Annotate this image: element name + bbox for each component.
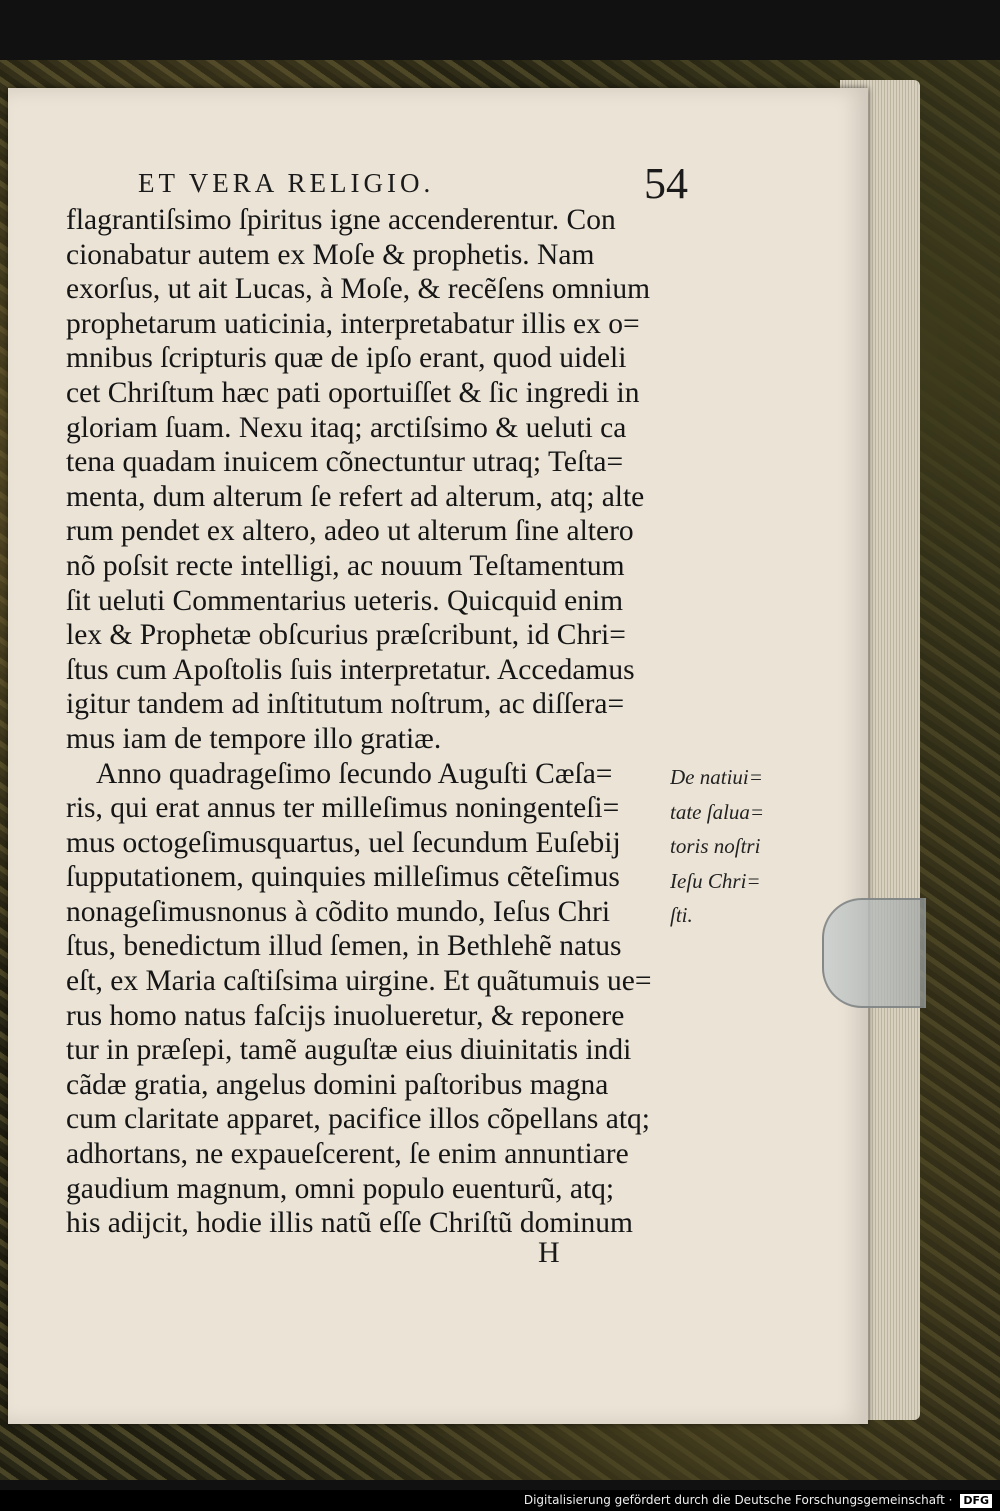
signature-mark: H — [538, 1236, 560, 1269]
text-line: mus iam de tempore illo gratiæ. — [66, 722, 442, 755]
book-page — [8, 88, 868, 1424]
dfg-logo: DFG — [960, 1494, 992, 1508]
footer-bar — [0, 1490, 1000, 1511]
text-line: nonageſimusnonus à cõdito mundo, Ieſus Chri — [66, 895, 611, 928]
margin-note — [670, 760, 780, 933]
margin-note-line: De natiui= — [670, 765, 763, 789]
text-line: igitur tandem ad inſtitutum noſtrum, ac diſſera= — [66, 688, 625, 721]
text-line: ris, qui erat annus ter milleſimus noningenteſi= — [66, 792, 620, 825]
page-clip — [822, 898, 926, 1008]
text-line: adhortans, ne expaueſcerent, ſe enim annuntiare — [66, 1138, 629, 1171]
text-line: exorſus, ut ait Lucas, à Moſe, & recẽſens omnium — [66, 273, 651, 306]
text-line: tena quadam inuicem cõnectuntur utraq; Teſta= — [66, 446, 624, 479]
text-line: gloriam ſuam. Nexu itaq; arctiſsimo & ueluti ca — [66, 411, 627, 444]
text-line: ſupputationem, quinquies milleſimus cẽteſimus — [66, 861, 620, 894]
margin-note-line: ſti. — [670, 903, 693, 928]
text-line: cionabatur autem ex Moſe & prophetis. Nam — [66, 238, 595, 271]
text-line: mus octogeſimusquartus, uel ſecundum Euſebij — [66, 826, 621, 859]
text-line: eſt, ex Maria caſtiſsima uirgine. Et quãtumuis ue= — [66, 965, 652, 998]
text-line: gaudium magnum, omni populo euenturũ, atq; — [66, 1172, 615, 1205]
text-line: menta, dum alterum ſe refert ad alterum, atq; alte — [66, 480, 645, 513]
text-line: prophetarum uaticinia, interpretabatur illis ex o= — [66, 307, 640, 340]
text-line: rum pendet ex altero, adeo ut alterum ſine altero — [66, 515, 634, 548]
text-line: flagrantiſsimo ſpiritus igne accenderentur. Con — [66, 204, 616, 236]
text-line: lex & Prophetæ obſcurius præſcribunt, id Chri= — [66, 619, 626, 652]
page-number: 54 — [644, 159, 688, 208]
margin-note-line: tate ſalua= — [670, 799, 765, 824]
footer-credit: Digitalisierung gefördert durch die Deutsche Forschungsgemeinschaft · — [523, 1493, 953, 1507]
text-line: ſit ueluti Commentarius ueteris. Quicquid enim — [66, 584, 624, 617]
running-header — [138, 159, 688, 208]
text-line: his adijcit, hodie illis natũ eſſe Chriſtũ dominum — [66, 1207, 633, 1240]
text-line: mnibus ſcripturis quæ de ipſo erant, quod uideli — [66, 342, 627, 375]
text-line: cum claritate apparet, pacifice illos cõpellans atq; — [66, 1103, 650, 1136]
text-line: nõ poſsit recte intelligi, ac nouum Teſtamentum — [66, 549, 625, 582]
margin-note-line: toris noſtri — [670, 834, 761, 859]
text-line: cet Chriſtum hæc pati oportuiſſet & ſic ingredi in — [66, 376, 640, 409]
text-line: ſtus, benedictum illud ſemen, in Bethlehẽ natus — [66, 930, 622, 963]
text-line: Anno quadrageſimo ſecundo Auguſti Cæſa= — [96, 757, 613, 790]
body-text — [66, 203, 676, 1241]
text-line: ſtus cum Apoſtolis ſuis interpretatur. Accedamus — [66, 653, 635, 686]
running-title: ET VERA RELIGIO. — [138, 168, 435, 198]
text-line: cãdæ gratia, angelus domini paſtoribus magna — [66, 1068, 609, 1101]
text-line: tur in præſepi, tamẽ auguſtæ eius diuinitatis indi — [66, 1034, 632, 1067]
text-line: rus homo natus faſcijs inuolueretur, & reponere — [66, 999, 625, 1032]
margin-note-line: Ieſu Chri= — [670, 868, 761, 893]
